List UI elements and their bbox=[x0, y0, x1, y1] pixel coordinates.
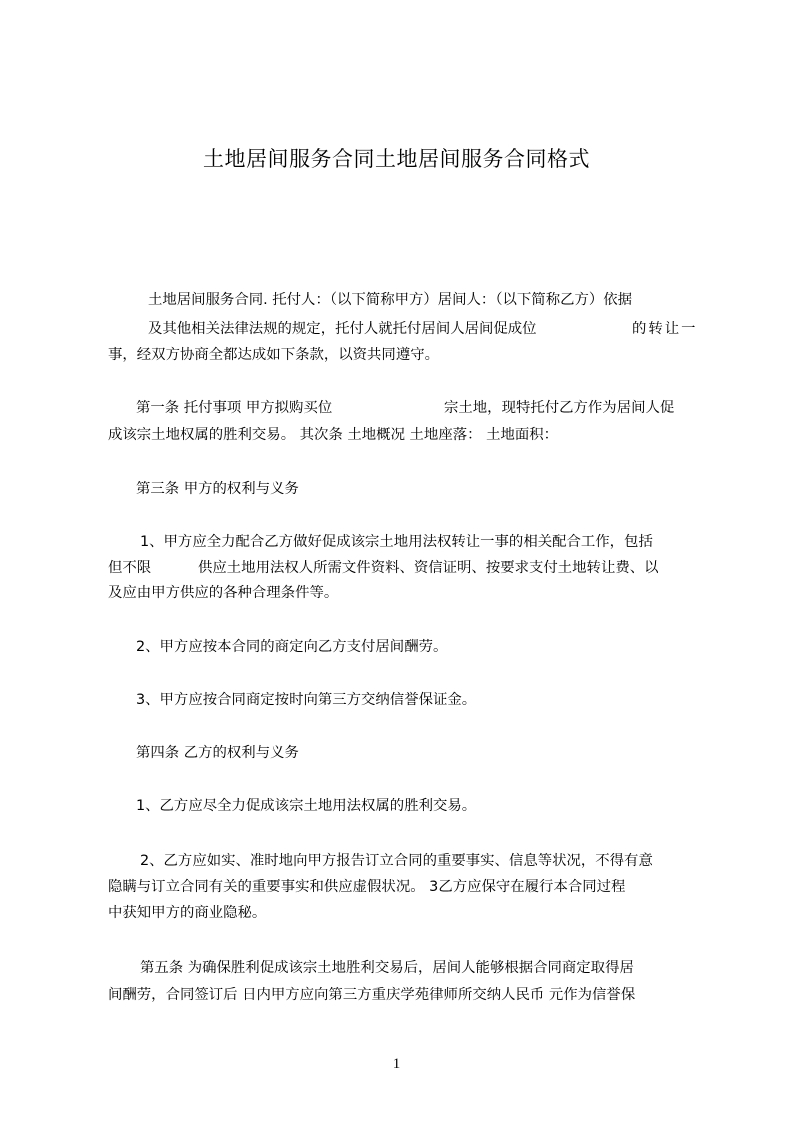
text-line: 3、甲方应按合同商定按时向第三方交纳信誉保证金。 bbox=[136, 692, 477, 708]
document-title: 土地居间服务合同土地居间服务合同格式 bbox=[203, 147, 590, 171]
text-line: 土地居间服务合同. 托付人：（以下简称甲方）居间人：（以下简称乙方）依据 bbox=[148, 292, 633, 308]
text-line: 隐瞒与订立合同有关的重要事实和供应虚假状况。 3乙方应保守在履行本合同过程 bbox=[108, 879, 626, 895]
section-heading: 第三条 甲方的权利与义务 bbox=[136, 481, 299, 497]
text-line: 1、甲方应全力配合乙方做好促成该宗土地用法权转让一事的相关配合工作，包括 bbox=[140, 534, 653, 550]
text-line: 及其他相关法律法规的规定，托付人就托付居间人居间促成位 bbox=[148, 321, 537, 337]
text-line: 成该宗土地权属的胜利交易。 其次条 土地概况 土地座落： 土地面积： bbox=[108, 427, 559, 443]
text-line: 的转让一 bbox=[632, 321, 698, 337]
text-line: 第五条 为确保胜利促成该宗土地胜利交易后，居间人能够根据合同商定取得居 bbox=[140, 960, 634, 976]
text-line: 2、乙方应如实、准时地向甲方报告订立合同的重要事实、信息等状况，不得有意 bbox=[140, 853, 653, 869]
text-line: 但不限 bbox=[108, 560, 152, 576]
text-line: 供应土地用法权人所需文件资料、资信证明、按要求支付土地转让费、以 bbox=[198, 560, 659, 576]
text-line: 2、甲方应按本合同的商定向乙方支付居间酬劳。 bbox=[136, 639, 448, 655]
text-line: 事，经双方协商全都达成如下条款，以资共同遵守。 bbox=[108, 347, 439, 363]
text-line: 宗土地，现特托付乙方作为居间人促 bbox=[444, 400, 675, 416]
text-line: 中获知甲方的商业隐秘。 bbox=[108, 905, 267, 921]
text-line: 第一条 托付事项 甲方拟购买位 bbox=[136, 400, 333, 416]
page-number: 1 bbox=[392, 1056, 401, 1072]
text-line: 及应由甲方供应的各种合理条件等。 bbox=[108, 585, 339, 601]
text-line: 间酬劳，合同签订后 日内甲方应向第三方重庆学苑律师所交纳人民币 元作为信誉保 bbox=[108, 987, 636, 1003]
section-heading: 第四条 乙方的权利与义务 bbox=[136, 745, 299, 761]
text-line: 1、乙方应尽全力促成该宗土地用法权属的胜利交易。 bbox=[136, 798, 477, 814]
